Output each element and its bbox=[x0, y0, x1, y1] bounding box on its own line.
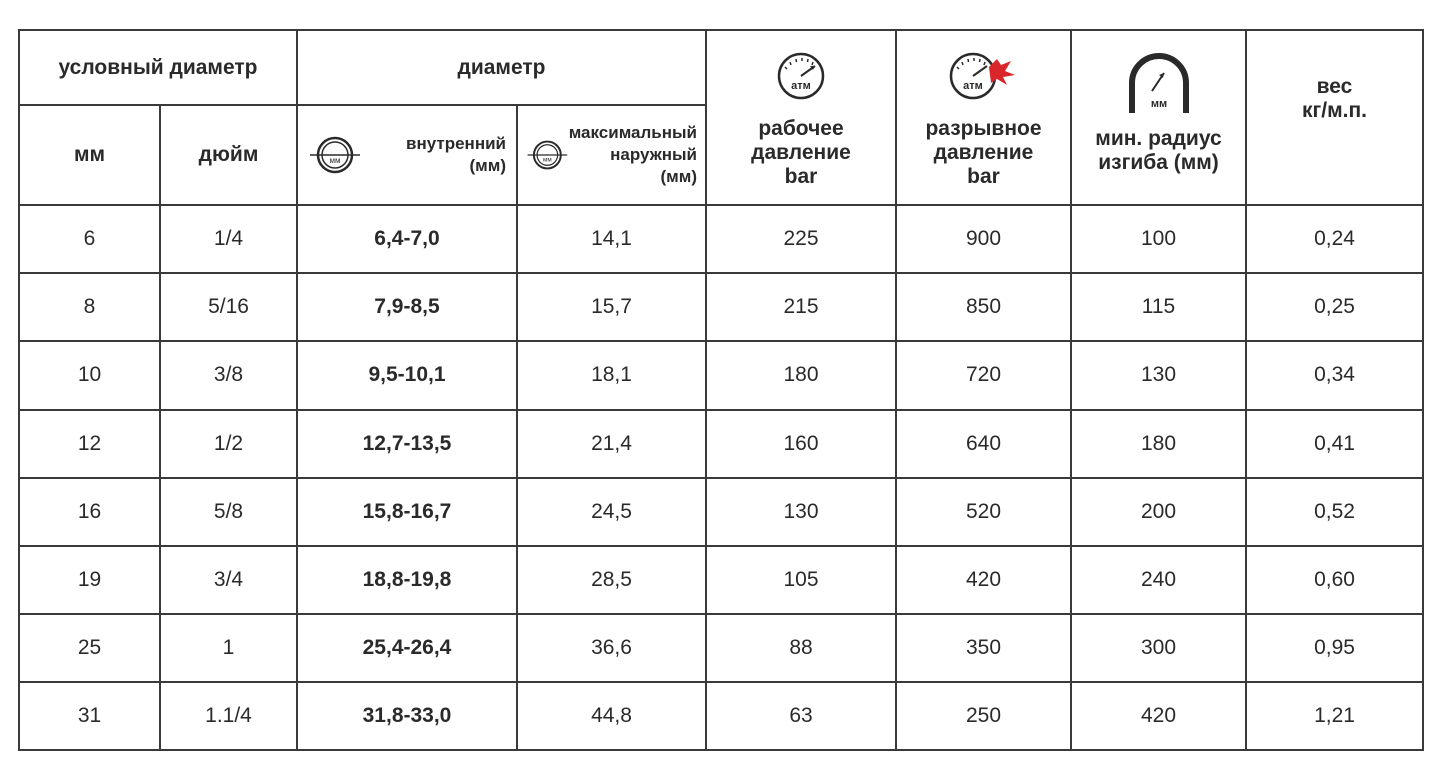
gauge-unit-label: атм bbox=[791, 80, 811, 92]
inch-header: дюйм bbox=[160, 105, 297, 205]
cell-inch: 3/4 bbox=[160, 546, 297, 614]
burst-gauge-icon bbox=[939, 51, 1029, 101]
table-row bbox=[19, 682, 1423, 750]
outer-diameter-label-2: наружный bbox=[610, 145, 697, 165]
cell-inch: 1.1/4 bbox=[160, 682, 297, 750]
cell-burst-pressure: 520 bbox=[896, 478, 1071, 546]
outer-diameter-label-1: максимальный bbox=[568, 123, 697, 143]
burst-pressure-label-2: давление bbox=[933, 141, 1034, 164]
pressure-gauge-icon bbox=[771, 51, 831, 101]
table-row bbox=[19, 546, 1423, 614]
cell-burst-pressure: 640 bbox=[896, 410, 1071, 478]
burst-pressure-header bbox=[896, 30, 1071, 205]
bend-radius-label-2: изгиба (мм) bbox=[1098, 151, 1219, 174]
cell-outer: 21,4 bbox=[517, 410, 706, 478]
cell-inner: 18,8-19,8 bbox=[297, 546, 517, 614]
cell-burst-pressure: 900 bbox=[896, 205, 1071, 273]
work-pressure-label-3: bar bbox=[784, 165, 818, 188]
cell-work-pressure: 88 bbox=[706, 614, 896, 682]
cell-work-pressure: 105 bbox=[706, 546, 896, 614]
cell-burst-pressure: 720 bbox=[896, 341, 1071, 409]
cell-weight: 0,25 bbox=[1246, 273, 1423, 341]
cell-work-pressure: 215 bbox=[706, 273, 896, 341]
weight-label-2: кг/м.п. bbox=[1302, 99, 1367, 122]
cell-inch: 3/8 bbox=[160, 341, 297, 409]
cell-bend-radius: 115 bbox=[1071, 273, 1246, 341]
cell-bend-radius: 420 bbox=[1071, 682, 1246, 750]
cell-inner: 6,4-7,0 bbox=[297, 205, 517, 273]
cell-inner: 12,7-13,5 bbox=[297, 410, 517, 478]
weight-label-1: вес bbox=[1316, 75, 1353, 98]
outer-diameter-header bbox=[517, 105, 706, 205]
cell-weight: 0,24 bbox=[1246, 205, 1423, 273]
inner-diameter-icon bbox=[308, 135, 362, 175]
cell-bend-radius: 130 bbox=[1071, 341, 1246, 409]
cell-outer: 44,8 bbox=[517, 682, 706, 750]
cell-work-pressure: 180 bbox=[706, 341, 896, 409]
bend-radius-label-1: мин. радиус bbox=[1095, 127, 1222, 150]
cell-mm: 8 bbox=[19, 273, 160, 341]
inner-diameter-unit: (мм) bbox=[469, 156, 506, 176]
work-pressure-label-2: давление bbox=[751, 141, 851, 164]
cell-mm: 31 bbox=[19, 682, 160, 750]
table-row bbox=[19, 614, 1423, 682]
cell-mm: 19 bbox=[19, 546, 160, 614]
cell-outer: 36,6 bbox=[517, 614, 706, 682]
cell-inner: 31,8-33,0 bbox=[297, 682, 517, 750]
inner-icon-unit: мм bbox=[329, 156, 341, 166]
cell-mm: 12 bbox=[19, 410, 160, 478]
outer-icon-unit: мм bbox=[543, 156, 552, 164]
cell-outer: 24,5 bbox=[517, 478, 706, 546]
cell-weight: 0,60 bbox=[1246, 546, 1423, 614]
burst-pressure-label-3: bar bbox=[967, 165, 1000, 188]
cell-outer: 15,7 bbox=[517, 273, 706, 341]
cell-inner: 25,4-26,4 bbox=[297, 614, 517, 682]
weight-header bbox=[1246, 30, 1423, 205]
diameter-header: диаметр bbox=[297, 30, 706, 105]
cell-bend-radius: 200 bbox=[1071, 478, 1246, 546]
inner-diameter-label: внутренний bbox=[406, 134, 506, 154]
bend-unit-label: мм bbox=[1150, 98, 1167, 110]
cell-mm: 25 bbox=[19, 614, 160, 682]
bend-radius-icon bbox=[1124, 51, 1194, 115]
work-pressure-label-1: рабочее bbox=[758, 117, 844, 140]
hose-spec-table bbox=[18, 29, 1424, 751]
cell-weight: 0,52 bbox=[1246, 478, 1423, 546]
cell-bend-radius: 100 bbox=[1071, 205, 1246, 273]
cell-outer: 28,5 bbox=[517, 546, 706, 614]
cell-inch: 5/8 bbox=[160, 478, 297, 546]
cell-mm: 10 bbox=[19, 341, 160, 409]
bend-radius-header bbox=[1071, 30, 1246, 205]
outer-diameter-icon bbox=[526, 135, 569, 175]
cell-work-pressure: 225 bbox=[706, 205, 896, 273]
table-row bbox=[19, 410, 1423, 478]
burst-pressure-label-1: разрывное bbox=[925, 117, 1042, 140]
burst-gauge-unit-label: атм bbox=[962, 80, 983, 92]
cell-inch: 1/2 bbox=[160, 410, 297, 478]
table-row bbox=[19, 205, 1423, 273]
cell-inch: 1 bbox=[160, 614, 297, 682]
cell-weight: 0,34 bbox=[1246, 341, 1423, 409]
table-row bbox=[19, 273, 1423, 341]
cell-weight: 1,21 bbox=[1246, 682, 1423, 750]
cell-bend-radius: 240 bbox=[1071, 546, 1246, 614]
table-row bbox=[19, 478, 1423, 546]
cell-inch: 1/4 bbox=[160, 205, 297, 273]
cell-mm: 6 bbox=[19, 205, 160, 273]
cell-burst-pressure: 250 bbox=[896, 682, 1071, 750]
cell-bend-radius: 300 bbox=[1071, 614, 1246, 682]
nominal-diameter-header: условный диаметр bbox=[19, 30, 297, 105]
cell-bend-radius: 180 bbox=[1071, 410, 1246, 478]
cell-mm: 16 bbox=[19, 478, 160, 546]
cell-weight: 0,95 bbox=[1246, 614, 1423, 682]
cell-work-pressure: 130 bbox=[706, 478, 896, 546]
cell-work-pressure: 160 bbox=[706, 410, 896, 478]
cell-weight: 0,41 bbox=[1246, 410, 1423, 478]
cell-inner: 9,5-10,1 bbox=[297, 341, 517, 409]
cell-outer: 14,1 bbox=[517, 205, 706, 273]
cell-outer: 18,1 bbox=[517, 341, 706, 409]
inner-diameter-header bbox=[297, 105, 517, 205]
table-row bbox=[19, 341, 1423, 409]
mm-header: мм bbox=[19, 105, 160, 205]
work-pressure-header bbox=[706, 30, 896, 205]
cell-inner: 7,9-8,5 bbox=[297, 273, 517, 341]
cell-burst-pressure: 350 bbox=[896, 614, 1071, 682]
outer-diameter-unit: (мм) bbox=[660, 167, 697, 187]
cell-work-pressure: 63 bbox=[706, 682, 896, 750]
cell-inner: 15,8-16,7 bbox=[297, 478, 517, 546]
cell-inch: 5/16 bbox=[160, 273, 297, 341]
cell-burst-pressure: 850 bbox=[896, 273, 1071, 341]
cell-burst-pressure: 420 bbox=[896, 546, 1071, 614]
